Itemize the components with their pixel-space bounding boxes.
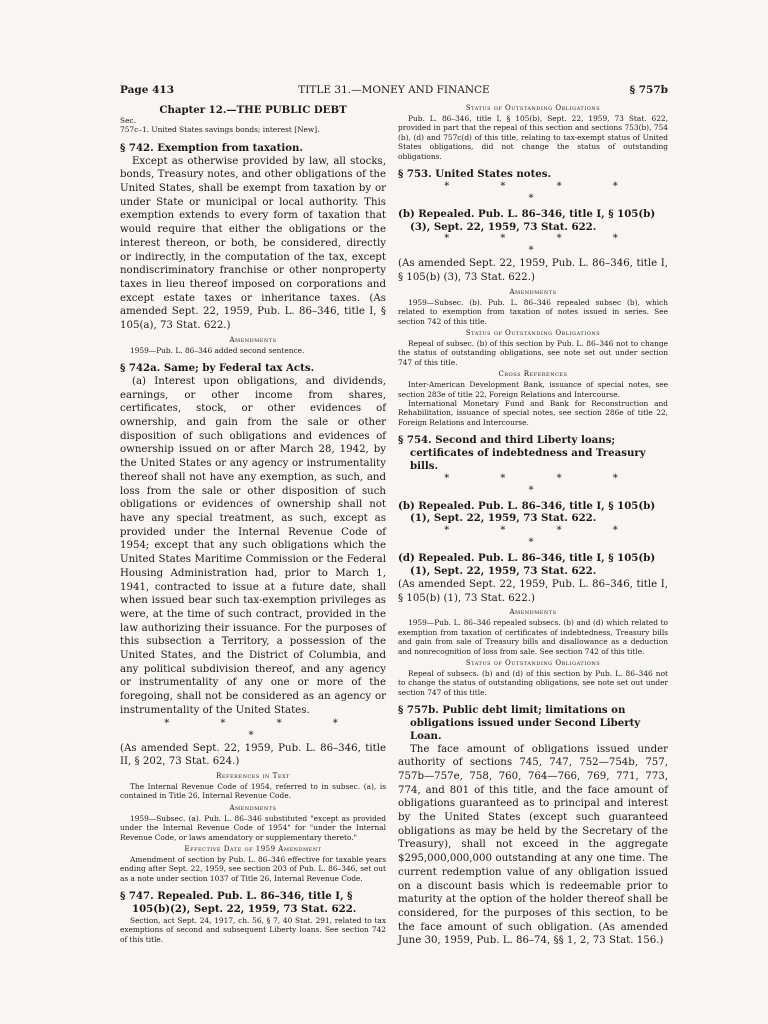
amendments-note: 1959—Subsec. (b). Pub. L. 86–346 repealed subsec (b), which related to exemption from taxation of notes issued in series. See section 742 of this title. bbox=[398, 297, 668, 326]
references-title: References in Text bbox=[216, 771, 290, 780]
status-title: Status of Outstanding Obligations bbox=[465, 104, 601, 112]
amendments-title: Amendments bbox=[509, 608, 557, 617]
amendments-title: Amendments bbox=[509, 287, 557, 296]
section-753-heading: § 753. United States notes. bbox=[398, 168, 552, 181]
status-note: Repeal of subsec. (b) of this section by Pub. L. 86–346 not to change the status of outstanding obligations, see note set out under section 747 of this title. bbox=[398, 339, 668, 367]
section-747-note: Section, act Sept. 24, 1917, ch. 56, § 7, 40 Stat. 291, related to tax exemptions of second and subsequent Liberty loans. See section 742 of this title. bbox=[120, 915, 386, 944]
cross-reference-note: International Monetary Fund and Bank for Reconstruction and Rehabilitation, issuance of special notes, see section 286e of title 22, Foreign Relations and Intercourse. bbox=[398, 399, 668, 427]
section-742a-text: (a) Interest upon obligations, and dividends, earnings, or other income from shares, certificates, stock, or other evidences of ownership, and gain from the sale or other disposition of such obligations and evidences of ownership issued on or after March 28, 1942, by the United States or any agency or instrumentality thereof shall not have any exemption, as such, and loss from the sale or other disposition of such obligations or evidences of ownership shall not have any special treatment, as such, except as provided under the Internal Revenue Code of 1954; except that any such obligations which the United States Maritime Commission or the Federal Housing Administration had, prior to March 1, 1941, contracted to issue at a future date, shall when issued bear such tax-exemption privileges as were, at the time of such contract, provided in the law authorizing their issuance. For the purposes of this subsection a Territory, a possession of the United States, and the District of Columbia, and any political subdivision thereof, and any agency or instrumentality of any one or more of the foregoing, shall not be considered as an agency or instrumentality of the United States. bbox=[120, 375, 386, 716]
section-747-heading: § 747. Repealed. Pub. L. 86–346, title I, § 105(b)(2), Sept. 22, 1959, 73 Stat. 622. bbox=[120, 890, 357, 915]
status-title: Status of Outstanding Obligations bbox=[465, 658, 601, 667]
cross-reference-note: Inter-American Development Bank, issuance of special notes, see section 283e of title 22, Foreign Relations and Intercourse. bbox=[398, 380, 668, 399]
section-754-amended: (As amended Sept. 22, 1959, Pub. L. 86–346, title I, § 105(b) (1), 73 Stat. 622.) bbox=[398, 578, 668, 604]
amendments-note: 1959—Pub. L. 86–346 repealed subsecs. (b) and (d) which related to exemption from taxation of certificates of indebtedness, Treasury bills and gain from sale of Treasury bills and disallowance as a deduction and nonrecognition of loss from sale. See section 742 of this title. bbox=[398, 618, 668, 656]
status-note: Repeal of subsecs. (b) and (d) of this section by Pub. L. 86–346 not to change the status of outstanding obligations, see note set out under section 747 of this title. bbox=[398, 668, 668, 697]
header-section-number: § 757b bbox=[629, 84, 668, 96]
page-number: Page 413 bbox=[120, 84, 175, 96]
amendments-title: Amendments bbox=[229, 335, 277, 344]
right-column bbox=[398, 104, 668, 948]
omission-stars: * * * * * bbox=[164, 717, 362, 741]
section-753-amended: (As amended Sept. 22, 1959, Pub. L. 86–346, title I, § 105(b) (3), 73 Stat. 622.) bbox=[398, 258, 668, 284]
effective-date-note: Amendment of section by Pub. L. 86–346 effective for taxable years ending after Sept. 22, 1959, see section 203 of Pub. L. 86–346, set out as a note under section 1037 of Title 26, Internal Revenue Code. bbox=[120, 854, 386, 883]
running-header bbox=[120, 84, 668, 100]
status-title: Status of Outstanding Obligations bbox=[465, 329, 601, 338]
sec-label: Sec. bbox=[120, 116, 136, 125]
effective-date-title: Effective Date of 1959 Amendment bbox=[184, 844, 322, 853]
references-note: The Internal Revenue Code of 1954, referred to in subsec. (a), is contained in Title 26, Internal Revenue Code. bbox=[120, 781, 386, 801]
status-note: Pub. L. 86–346, title I, § 105(b), Sept. 22, 1959, 73 Stat. 622, provided in part that the repeal of this section and sections 753(b), 754 (b), (d) and 757c(d) of this title, relating to tax-exempt status of United States obligations, did not change the status of outstanding obligations. bbox=[398, 114, 668, 161]
section-753b-repealed: (b) Repealed. Pub. L. 86–346, title I, § 105(b)(3), Sept. 22, 1959, 73 Stat. 622. bbox=[398, 207, 656, 233]
section-757b-text: The face amount of obligations issued under authority of sections 745, 747, 752—754b, 757, 757b—757e, 758, 760, 764—766, 769, 771, 773, 774, and 801 of this title, and the face amount of obligations guaranteed as to principal and interest by the United States (except such guaranteed obligations as may be held by the Secretary of the Treasury), shall not exceed in the aggregate $295,000,000,000 outstanding at any one time. The current redemption value of any obligation issued on a discount basis which is redeemable prior to maturity at the option of the holder thereof shall be considered, for the purposes of this section, to be the face amount of such obligation. (As amended June 30, 1959, Pub. L. 86–74, §§ 1, 2, 73 Stat. 156.) bbox=[398, 743, 668, 947]
section-742-text: Except as otherwise provided by law, all stocks, bonds, Treasury notes, and other obligations of the United States, shall be exempt from taxation by or under State or municipal or local authority. This exemption extends to every form of taxation that would require that either the obligations or the interest thereon, or both, be considered, directly or indirectly, in the computation of the tax, except nondiscriminatory franchise or other nonproperty taxes in lieu thereof imposed on corporations and except estate taxes or inheritance taxes. (As amended Sept. 22, 1959, Pub. L. 86–346, title I, § 105(a), 73 Stat. 622.) bbox=[120, 155, 386, 332]
amendments-note: 1959—Pub. L. 86–346 added second sentence. bbox=[130, 345, 305, 355]
omission-stars: * * * * * bbox=[444, 525, 642, 549]
section-742a-amended: (As amended Sept. 22, 1959, Pub. L. 86–346, title II, § 202, 73 Stat. 624.) bbox=[120, 742, 386, 768]
section-754b-repealed: (b) Repealed. Pub. L. 86–346, title I, § 105(b)(1), Sept. 22, 1959, 73 Stat. 622. bbox=[398, 499, 656, 525]
section-757b-heading: § 757b. Public debt limit; limitations on obligations issued under Second Liberty Loan. bbox=[398, 704, 641, 742]
cross-references-title: Cross References bbox=[498, 370, 568, 379]
section-754-heading: § 754. Second and third Liberty loans; certificates of indebtedness and Treasury bills. bbox=[398, 434, 646, 472]
omission-stars: * * * * * bbox=[444, 233, 642, 257]
section-754d-repealed: (d) Repealed. Pub. L. 86–346, title I, § 105(b)(1), Sept. 22, 1959, 73 Stat. 622. bbox=[398, 552, 656, 578]
section-742a-heading: § 742a. Same; by Federal tax Acts. bbox=[120, 362, 315, 375]
running-title: TITLE 31.—MONEY AND FINANCE bbox=[298, 84, 490, 96]
omission-stars: * * * * * bbox=[444, 472, 642, 496]
amendments-title: Amendments bbox=[229, 803, 277, 812]
sec-entry: 757c–1. United States savings bonds; interest [New]. bbox=[120, 125, 320, 135]
section-742-heading: § 742. Exemption from taxation. bbox=[120, 141, 303, 154]
amendments-note: 1959—Subsec. (a). Pub. L. 86–346 substituted "except as provided under the Internal Revenue Code of 1954" for "under the Internal Revenue Code, or laws amendatory or supplementary thereto." bbox=[120, 813, 386, 842]
omission-stars: * * * * * bbox=[444, 180, 642, 204]
left-column bbox=[120, 104, 386, 944]
chapter-title: Chapter 12.—THE PUBLIC DEBT bbox=[159, 104, 347, 116]
